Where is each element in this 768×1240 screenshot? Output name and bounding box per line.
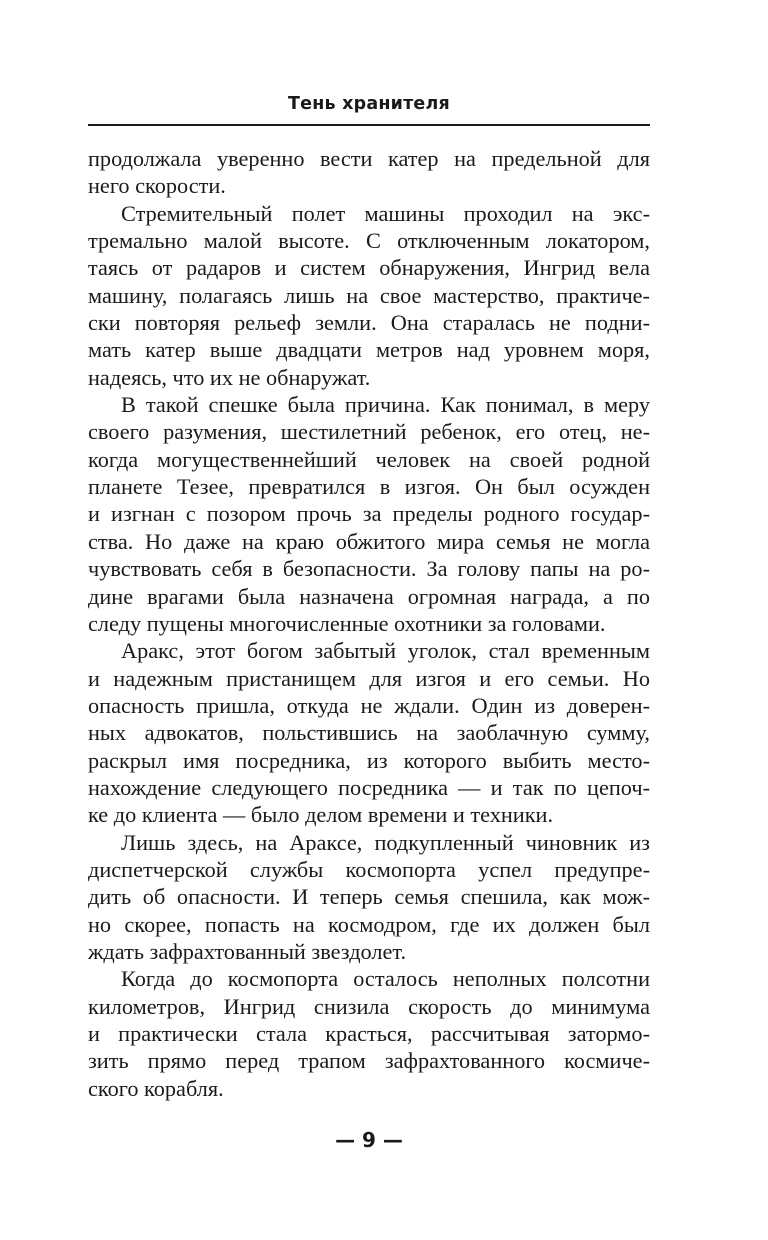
- paragraph: [88, 145, 650, 200]
- text-line: когда могущественнейший человек на своей родной: [88, 446, 650, 472]
- text-line: и изгнан с позором прочь за пределы родного государ-: [88, 501, 650, 527]
- text-line: тремально малой высоте. С отключенным локатором,: [88, 228, 650, 254]
- text-line: диспетчерской службы космопорта успел предупре-: [88, 856, 650, 882]
- text-line: планете Тезее, превратился в изгоя. Он был осужден: [88, 474, 650, 500]
- paragraph: [88, 965, 650, 1102]
- running-head: Тень хранителя: [288, 94, 450, 114]
- paragraph: [88, 200, 650, 391]
- text-line: мать катер выше двадцати метров над уровнем моря,: [88, 337, 650, 363]
- text-line: опасность пришла, откуда не ждали. Один из доверен-: [88, 692, 650, 718]
- text-line: ных адвокатов, польстившись на заоблачную сумму,: [88, 720, 650, 746]
- header-rule: [88, 124, 650, 126]
- text-line: ского корабля.: [88, 1075, 224, 1101]
- text-line: но скорее, попасть на космодром, где их должен был: [88, 911, 650, 937]
- text-line: ства. Но даже на краю обжитого мира семья не могла: [88, 528, 650, 554]
- text-line: продолжала уверенно вести катер на предельной для: [88, 146, 650, 171]
- page-number: — 9 —: [335, 1128, 403, 1152]
- text-line: следу пущены многочисленные охотники за головами.: [88, 610, 606, 636]
- text-line: своего разумения, шестилетний ребенок, его отец, не-: [88, 419, 650, 445]
- text-line: В такой спешке была причина. Как понимал, в меру: [121, 392, 650, 418]
- text-line: таясь от радаров и систем обнаружения, Ингрид вела: [88, 255, 650, 281]
- text-line: надеясь, что их не обнаружат.: [88, 364, 371, 390]
- paragraph: [88, 391, 650, 637]
- text-line: дить об опасности. И теперь семья спешила, как мож-: [88, 884, 650, 910]
- text-line: и надежным пристанищем для изгоя и его семьи. Но: [88, 665, 650, 691]
- text-line: ждать зафрахтованный звездолет.: [88, 938, 407, 964]
- text-line: дине врагами была назначена огромная награда, а по: [88, 583, 650, 609]
- text-line: зить прямо перед трапом зафрахтованного космиче-: [88, 1048, 650, 1074]
- text-line: Стремительный полет машины проходил на экс-: [121, 200, 650, 226]
- paragraph: [88, 829, 650, 966]
- paragraph: [88, 637, 650, 828]
- text-line: ски повторяя рельеф земли. Она старалась не подни-: [88, 310, 650, 336]
- text-line: Когда до космопорта осталось неполных полсотни: [121, 966, 650, 992]
- text-line: километров, Ингрид снизила скорость до минимума: [88, 993, 650, 1019]
- text-line: чувствовать себя в безопасности. За голову папы на ро-: [88, 556, 650, 582]
- text-line: него скорости.: [88, 173, 226, 199]
- text-line: машину, полагаясь лишь на свое мастерство, практиче-: [88, 282, 650, 308]
- text-line: нахождение следующего посредника — и так по цепоч-: [88, 774, 650, 800]
- text-line: Лишь здесь, на Араксе, подкупленный чиновник из: [121, 829, 650, 855]
- text-line: раскрыл имя посредника, из которого выбить место-: [88, 747, 650, 773]
- text-line: и практически стала красться, рассчитывая затормо-: [88, 1021, 650, 1046]
- text-line: Аракс, этот богом забытый уголок, стал временным: [121, 638, 650, 664]
- body-text: [88, 145, 650, 1102]
- text-line: ке до клиента — было делом времени и техники.: [88, 802, 554, 828]
